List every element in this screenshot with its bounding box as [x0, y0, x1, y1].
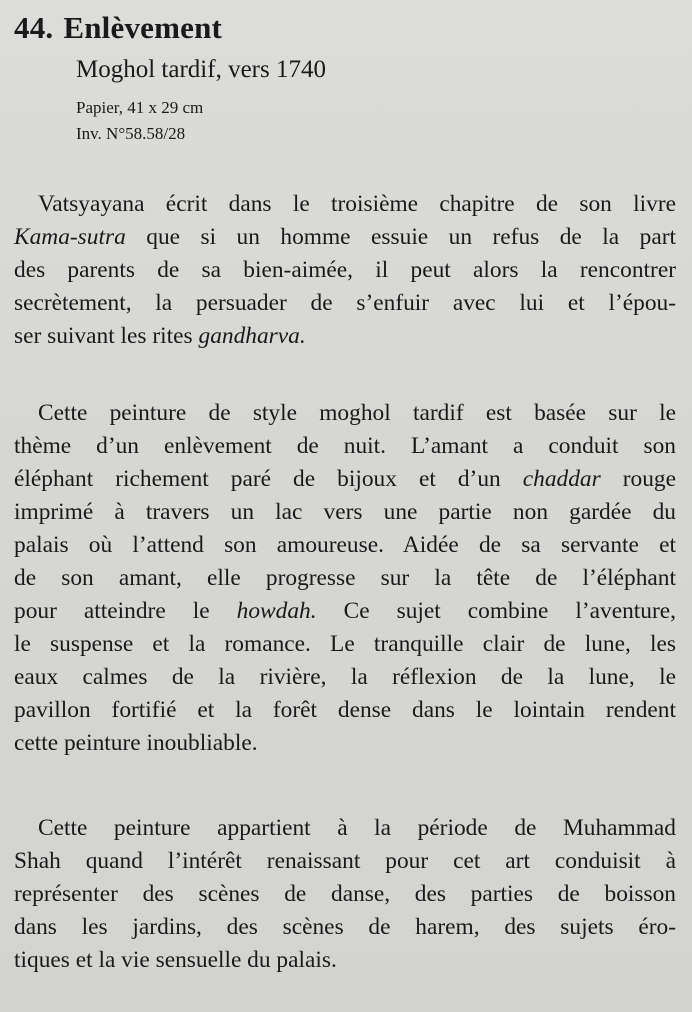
italic-term: gandharva.: [198, 323, 306, 349]
text-line: de son amant, elle progresse sur la tête de l’éléphant: [14, 565, 676, 591]
text-line: Cette peinture de style moghol tardif est basée sur le: [38, 400, 676, 426]
text-line: ser suivant les rites gandharva.: [14, 323, 306, 349]
entry-number: 44.: [14, 10, 54, 45]
medium-dimensions: Papier, 41 x 29 cm: [76, 98, 204, 117]
italic-term: chaddar: [522, 466, 601, 492]
text-line: eaux calmes de la rivière, la réflexion de la lune, le: [14, 664, 676, 690]
text-line: représenter des scènes de danse, des parties de boisson: [14, 881, 676, 907]
paragraph-2: [14, 397, 676, 760]
text-line: imprimé à travers un lac vers une partie non gardée du: [14, 499, 676, 525]
text-line: dans les jardins, des scènes de harem, des sujets éro-: [14, 914, 676, 940]
text-line: secrètement, la persuader de s’enfuir avec lui et l’épou-: [14, 290, 676, 316]
inventory-number: Inv. N°58.58/28: [76, 124, 186, 143]
text-line: Shah quand l’intérêt renaissant pour cet art conduisit à: [14, 848, 676, 874]
italic-term: Kama-sutra: [14, 224, 126, 250]
text-line: Vatsyayana écrit dans le troisième chapitre de son livre: [38, 191, 676, 217]
text-line: palais où l’attend son amoureuse. Aidée de sa servante et: [14, 532, 676, 558]
text-line: Cette peinture appartient à la période de Muhammad: [38, 815, 676, 841]
text-line: éléphant richement paré de bijoux et d’un chaddar rouge: [14, 466, 676, 492]
entry-title: Enlèvement: [63, 10, 223, 45]
text-line: thème d’un enlèvement de nuit. L’amant a conduit son: [14, 433, 676, 459]
text-line: des parents de sa bien-aimée, il peut alors la rencontrer: [14, 257, 676, 283]
text-line: cette peinture inoubliable.: [14, 730, 258, 756]
paragraph-3: [14, 812, 676, 977]
italic-term: howdah.: [236, 598, 317, 624]
text-line: le suspense et la romance. Le tranquille clair de lune, les: [14, 631, 676, 657]
text-line: pour atteindre le howdah. Ce sujet combine l’aventure,: [14, 598, 677, 624]
text-line: Kama-sutra que si un homme essuie un refus de la part: [14, 224, 676, 250]
text-line: pavillon fortifié et la forêt dense dans le lointain rendent: [14, 697, 676, 723]
entry-subtitle: Moghol tardif, vers 1740: [76, 56, 326, 83]
entry-heading: [14, 10, 222, 46]
paragraph-1: [14, 188, 676, 353]
text-line: tiques et la vie sensuelle du palais.: [14, 947, 337, 973]
